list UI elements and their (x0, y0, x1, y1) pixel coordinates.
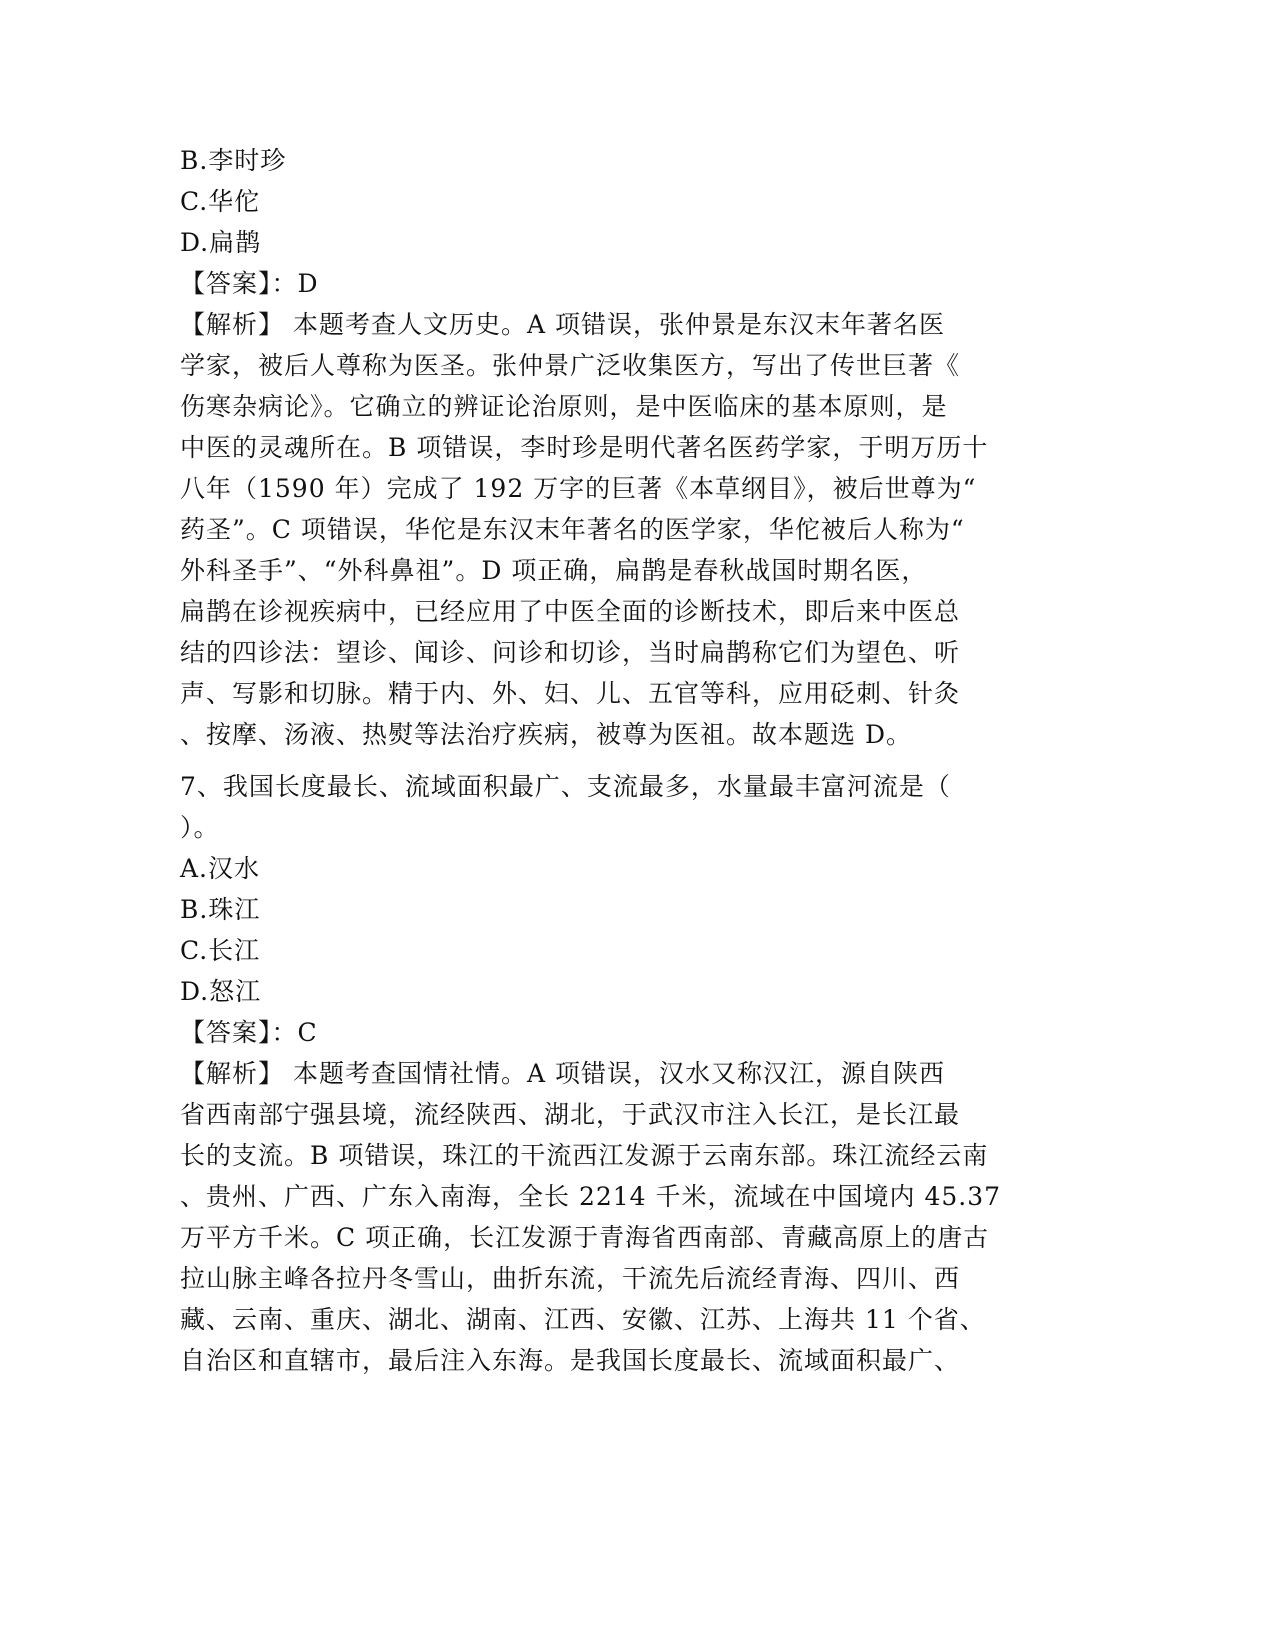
analysis-line: 中医的灵魂所在。B 项错误，李时珍是明代著名医药学家，于明万历十 (180, 433, 989, 462)
analysis-line: 【解析】 本题考查国情社情。A 项错误，汉水又称汉江，源自陕西 (180, 1059, 945, 1088)
analysis-line: 学家，被后人尊称为医圣。张仲景广泛收集医方，写出了传世巨著《 (180, 351, 961, 380)
analysis-line: 结的四诊法：望诊、闻诊、问诊和切诊，当时扁鹊称它们为望色、听 (180, 638, 961, 667)
analysis-line: 伤寒杂病论》。它确立的辨证论治原则，是中医临床的基本原则，是 (180, 392, 948, 421)
analysis-line: 长的支流。B 项错误，珠江的干流西江发源于云南东部。珠江流经云南 (180, 1141, 989, 1170)
document-page (180, 140, 1060, 1381)
option-c: C.长江 (180, 936, 261, 965)
analysis-line: 自治区和直辖市，最后注入东海。是我国长度最长、流域面积最广、 (180, 1346, 961, 1375)
answer-line: 【答案】：D (180, 269, 319, 298)
analysis-line: 药圣”。C 项错误，华佗是东汉末年著名的医学家，华佗被后人称为“ (180, 515, 965, 544)
section-gap (180, 755, 1060, 766)
analysis-line: 外科圣手”、“外科鼻祖”。D 项正确，扁鹊是春秋战国时期名医， (180, 556, 928, 585)
option-d: D.扁鹊 (180, 228, 262, 257)
analysis-line: 八年（1590 年）完成了 192 万字的巨著《本草纲目》，被后世尊为“ (180, 474, 977, 503)
analysis-line: 【解析】 本题考查人文历史。A 项错误，张仲景是东汉末年著名医 (180, 310, 945, 339)
analysis-line: 万平方千米。C 项正确，长江发源于青海省西南部、青藏高原上的唐古 (180, 1223, 990, 1252)
option-a: A.汉水 (180, 854, 261, 883)
analysis-line: 省西南部宁强县境，流经陕西、湖北，于武汉市注入长江，是长江最 (180, 1100, 961, 1129)
analysis-line: 、贵州、广西、广东入南海，全长 2214 千米，流域在中国境内 45.37 (180, 1182, 1002, 1211)
analysis-line: 扁鹊在诊视疾病中，已经应用了中医全面的诊断技术，即后来中医总 (180, 597, 961, 626)
option-b: B.珠江 (180, 895, 261, 924)
option-c: C.华佗 (180, 187, 261, 216)
analysis-line: 声、写影和切脉。精于内、外、妇、儿、五官等科，应用砭刺、针灸 (180, 679, 961, 708)
question-line: ）。 (180, 813, 220, 842)
option-b: B.李时珍 (180, 146, 287, 175)
analysis-line: 、按摩、汤液、热熨等法治疗疾病，被尊为医祖。故本题选 D。 (180, 720, 912, 749)
answer-line: 【答案】：C (180, 1018, 318, 1047)
option-d: D.怒江 (180, 977, 262, 1006)
analysis-line: 藏、云南、重庆、湖北、湖南、江西、安徽、江苏、上海共 11 个省、 (180, 1305, 986, 1334)
question-line: 7、我国长度最长、流域面积最广、支流最多，水量最丰富河流是（ (180, 772, 951, 801)
analysis-line: 拉山脉主峰各拉丹冬雪山，曲折东流，干流先后流经青海、四川、西 (180, 1264, 961, 1293)
